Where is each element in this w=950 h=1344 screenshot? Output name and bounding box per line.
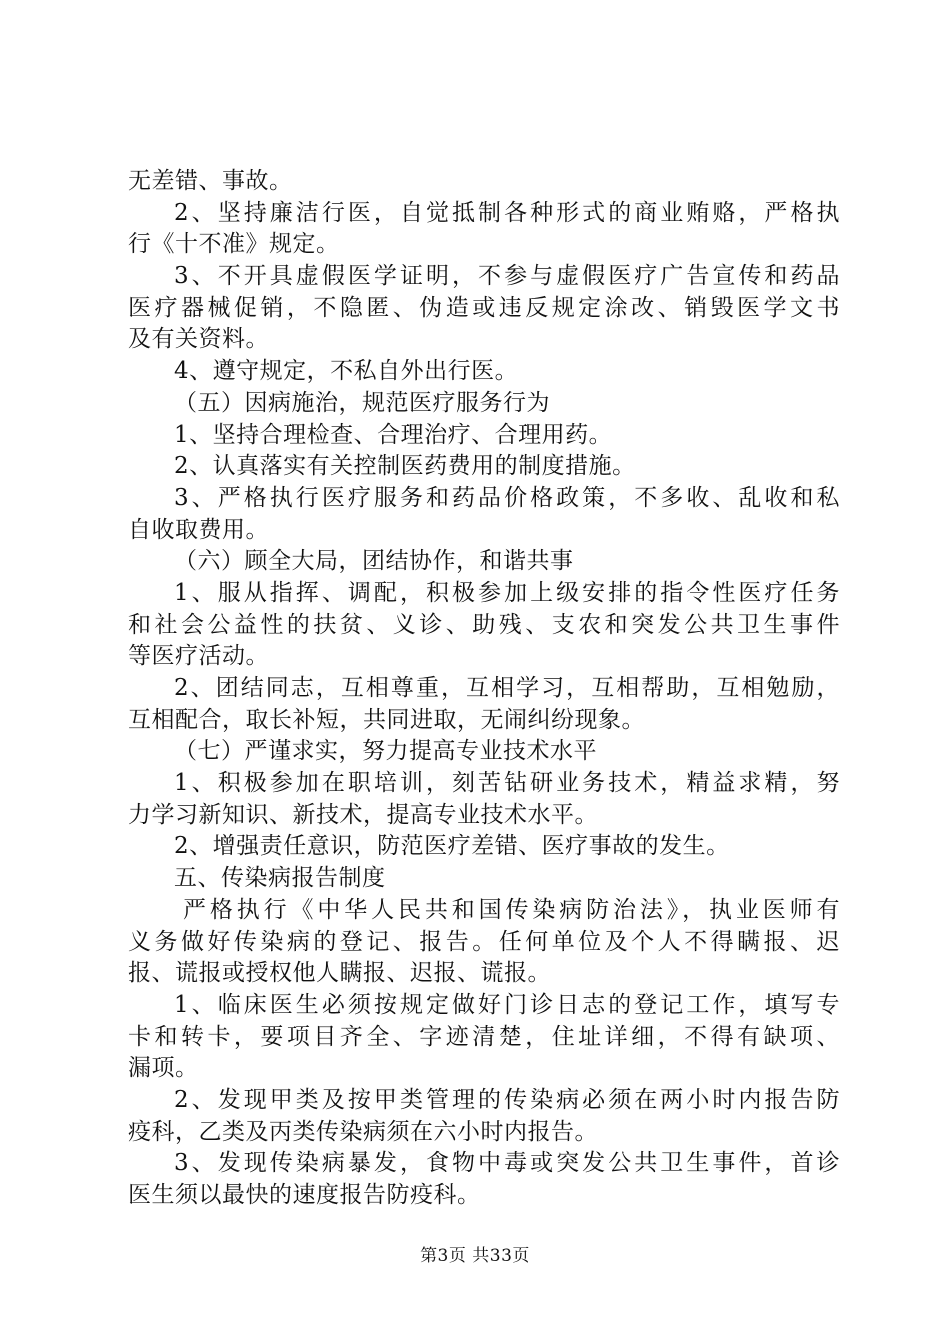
text-line: 无差错、事故。 [128, 168, 293, 194]
text-line: 2、认真落实有关控制医药费用的制度措施。 [174, 453, 636, 480]
text-line: 疫科，乙类及丙类传染病须在六小时内报告。 [128, 1118, 598, 1145]
page-footer: 第3页 共33页 [420, 1246, 530, 1266]
text-line: 3、严格执行医疗服务和药品价格政策，不多收、乱收和私 [174, 484, 840, 511]
text-line: 4、遵守规定，不私自外出行医。 [174, 358, 519, 385]
text-line: 2、发现甲类及按甲类管理的传染病必须在两小时内报告防 [174, 1086, 840, 1113]
text-line: 2、坚持廉洁行医，自觉抵制各种形式的商业贿赂，严格执 [174, 199, 840, 226]
text-line: 严格执行《中华人民共和国传染病防治法》，执业医师有 [183, 896, 840, 923]
text-line: 1、坚持合理检查、合理治疗、合理用药。 [174, 421, 613, 448]
text-line: 五、传染病报告制度 [174, 865, 386, 892]
text-line: （五）因病施治，规范医疗服务行为 [174, 389, 550, 416]
text-line: 3、不开具虚假医学证明，不参与虚假医疗广告宣传和药品 [174, 263, 840, 290]
text-line: 和社会公益性的扶贫、义诊、助残、支农和突发公共卫生事件 [128, 611, 840, 638]
document-body [128, 166, 840, 1212]
text-line: （六）顾全大局，团结协作，和谐共事 [174, 548, 574, 575]
text-line: 互相配合，取长补短，共同进取，无闹纠纷现象。 [128, 706, 645, 733]
text-line: 等医疗活动。 [128, 643, 269, 670]
text-line: （七）严谨求实，努力提高专业技术水平 [174, 738, 597, 765]
text-line: 1、临床医生必须按规定做好门诊日志的登记工作，填写专 [174, 991, 840, 1018]
text-line: 报、谎报或授权他人瞒报、迟报、谎报。 [128, 960, 551, 987]
text-line: 自收取费用。 [128, 516, 269, 543]
text-line: 1、服从指挥、调配，积极参加上级安排的指令性医疗任务 [174, 579, 840, 606]
text-line: 1、积极参加在职培训，刻苦钻研业务技术，精益求精，努 [174, 770, 840, 797]
text-line: 力学习新知识、新技术，提高专业技术水平。 [128, 801, 598, 828]
text-line: 卡和转卡，要项目齐全、字迹清楚，住址详细，不得有缺项、 [128, 1023, 840, 1050]
text-line: 义务做好传染病的登记、报告。任何单位及个人不得瞒报、迟 [128, 928, 840, 955]
text-line: 3、发现传染病暴发，食物中毒或突发公共卫生事件，首诊 [174, 1150, 840, 1177]
text-line: 医生须以最快的速度报告防疫科。 [128, 1182, 481, 1208]
text-line: 行《十不准》规定。 [128, 231, 340, 258]
text-line: 2、团结同志，互相尊重，互相学习，互相帮助，互相勉励， [174, 675, 840, 701]
text-line: 漏项。 [128, 1055, 199, 1082]
text-line: 2、增强责任意识，防范医疗差错、医疗事故的发生。 [174, 833, 730, 860]
text-line: 医疗器械促销，不隐匿、伪造或违反规定涂改、销毁医学文书 [128, 294, 840, 321]
text-line: 及有关资料。 [128, 326, 269, 353]
